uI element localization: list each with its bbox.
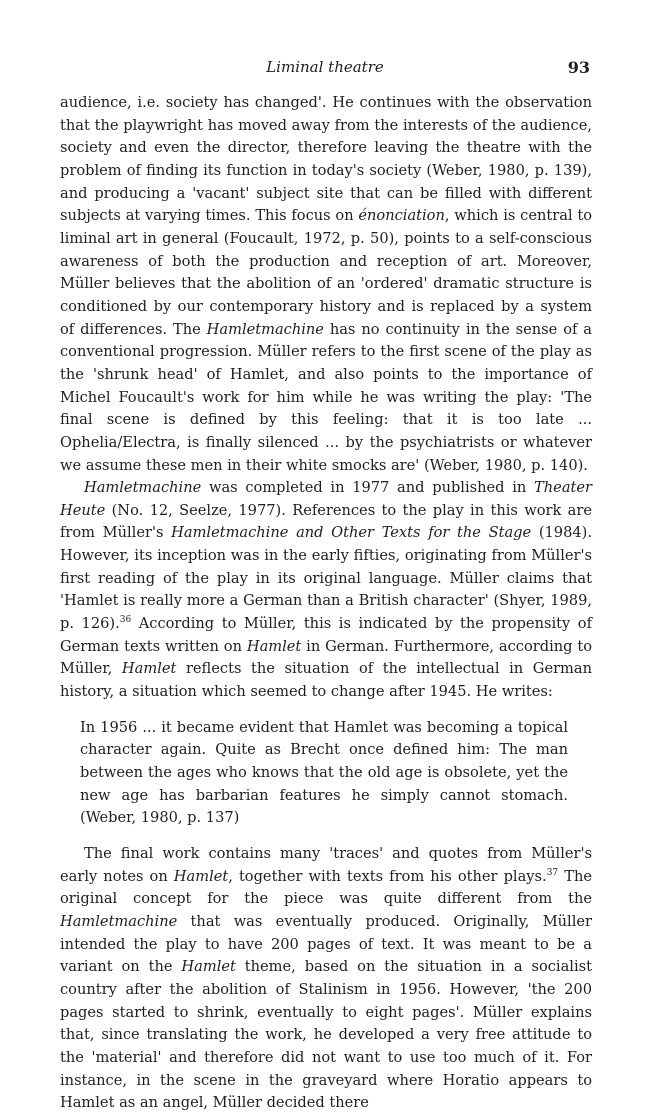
text-run: that was eventually produced. Originally, Müller intended the play to have 200 pages of text. It was meant to be a variant on the	[60, 912, 592, 976]
footnote-ref[interactable]: 36	[119, 615, 132, 626]
paragraph	[60, 92, 592, 477]
italic-title: Hamletmachine and Other Texts for the Stage	[171, 524, 532, 542]
text-run: (1984). However, its inception was in the early fifties, originating from Müller's first reading of the play in its original language. Müller claims that 'Hamlet is really more a German than a British character' (Shyer, 1989, p. 126).	[60, 524, 592, 633]
text-run: in German. Furthermore, according to Müller,	[60, 637, 593, 678]
text-run: reflects the situation of the intellectual in German history, a situation which seemed to change after 1945. He writes:	[60, 660, 592, 701]
text-run: , which is central to liminal art in general (Foucault, 1972, p. 50), points to a self-conscious awareness of both the production and reception of art. Moreover, Müller believes that the abolition of an 'ordered' dramatic structure is conditioned by our contemporary history and is replaced by a system of differences. The	[60, 207, 592, 338]
text-run: The original concept for the piece was quite different from the	[60, 867, 592, 908]
running-title: Liminal theatre	[266, 58, 384, 76]
text-run: was completed in 1977 and published in	[201, 479, 535, 497]
text-run: (No. 12, Seelze, 1977). References to the play in this work are from Müller's	[60, 501, 592, 542]
text-run: According to Müller, this is indicated by the propensity of German texts written on	[60, 615, 592, 655]
italic-title: Hamlet	[181, 958, 236, 976]
paragraph	[60, 843, 592, 1115]
page-number: 93	[567, 58, 590, 77]
italic-title: Hamlet	[246, 637, 302, 655]
block-quote: In 1956 ... it became evident that Hamlet was becoming a topical character again. Quite as Brecht once defined him: The man between the ages who knows that the old age is obsolete, yet the new age has barbarian features he simply cannot stomach. (Weber, 1980, p. 137)	[80, 718, 568, 827]
text-run: , together with texts from his other plays.	[228, 867, 547, 885]
italic-term: énonciation	[358, 207, 445, 225]
italic-title: Hamletmachine	[206, 320, 324, 338]
text-run: The final work contains many 'traces' and quotes from Müller's early notes on	[60, 845, 592, 885]
text-run: has no continuity in the sense of a conventional progression. Müller refers to the first scene of the play as the 'shrunk head' of Hamlet, and also points to the importance of Michel Foucault's work for him while he was writing the play: 'The final scene is defined by this feeling: that it is too late ... Ophelia/Electra, is finally silenced ... by the psychiatrists or whatever we assume these men in their white smocks are' (Weber, 1980, p. 140).	[60, 320, 592, 474]
italic-title: Hamletmachine	[84, 479, 202, 497]
italic-title: Hamlet	[173, 867, 229, 885]
paragraph	[60, 477, 592, 704]
footnote-ref[interactable]: 37	[546, 867, 559, 878]
italic-title: Hamlet	[121, 660, 177, 678]
text-run: theme, based on the situation in a socialist country after the abolition of Stalinism in 1956. However, 'the 200 pages started to shrink, eventually to eight pages'. Müller explains that, since translating the work, he developed a very free attitude to the 'material' and therefore did not want to use too much of it. For instance, in the scene in the graveyard where Horatio appears to Hamlet as an angel, Müller decided there	[60, 958, 592, 1112]
italic-title: Hamletmachine	[60, 912, 178, 930]
text-run: audience, i.e. society has changed'. He continues with the observation that the playwright has moved away from the interests of the audience, society and even the director, therefore leaving the theatre with the problem of finding its function in today's society (Weber, 1980, p. 139), and producing a 'vacant' subject site that can be filled with different subjects at varying times. This focus on	[60, 94, 592, 225]
page-header	[60, 58, 590, 80]
body-text	[60, 92, 592, 1115]
italic-title: Theater Heute	[60, 479, 592, 519]
